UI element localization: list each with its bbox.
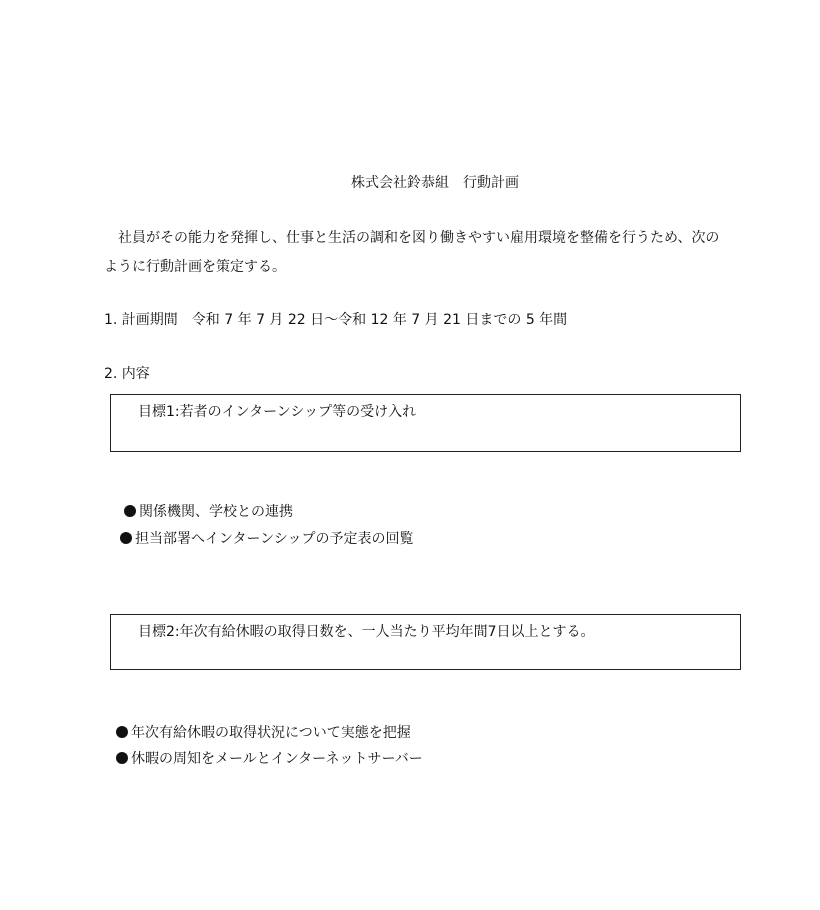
bullet-icon <box>120 532 132 544</box>
bullet-icon <box>116 752 128 764</box>
bullet-icon <box>116 726 128 738</box>
goal-2-measure-2 <box>116 748 423 768</box>
goal-box-2 <box>110 614 741 670</box>
measure-text: 休暇の周知をメールとインターネットサーバー <box>131 751 423 767</box>
intro-line-2: ように行動計画を策定する。 <box>104 259 286 275</box>
goal-1-measure-2 <box>120 528 414 548</box>
plan-period: 1. 計画期間 令和 7 年 7 月 22 日～令和 12 年 7 月 21 日までの 5 年間 <box>104 312 568 328</box>
document-title: 株式会社鈴恭組 行動計画 <box>351 175 519 191</box>
intro-line-1: 社員がその能力を発揮し、仕事と生活の調和を図り働きやすい雇用環境を整備を行うため、次の <box>118 230 720 246</box>
intro-paragraph <box>104 224 764 282</box>
goal-1-label: 目標1:若者のインターンシップ等の受け入れ <box>138 404 417 420</box>
goal-2-label: 目標2:年次有給休暇の取得日数を、一人当たり平均年間7日以上とする。 <box>138 624 595 640</box>
measure-text: 担当部署へインターンシップの予定表の回覧 <box>135 531 414 547</box>
goal-2-measure-1 <box>116 722 411 742</box>
goal-1-measure-1 <box>124 501 293 521</box>
measure-text: 関係機関、学校との連携 <box>139 504 293 520</box>
bullet-icon <box>124 505 136 517</box>
content-heading: 2. 内容 <box>104 366 150 382</box>
measure-text: 年次有給休暇の取得状況について実態を把握 <box>131 725 411 741</box>
goal-box-1 <box>110 394 741 452</box>
